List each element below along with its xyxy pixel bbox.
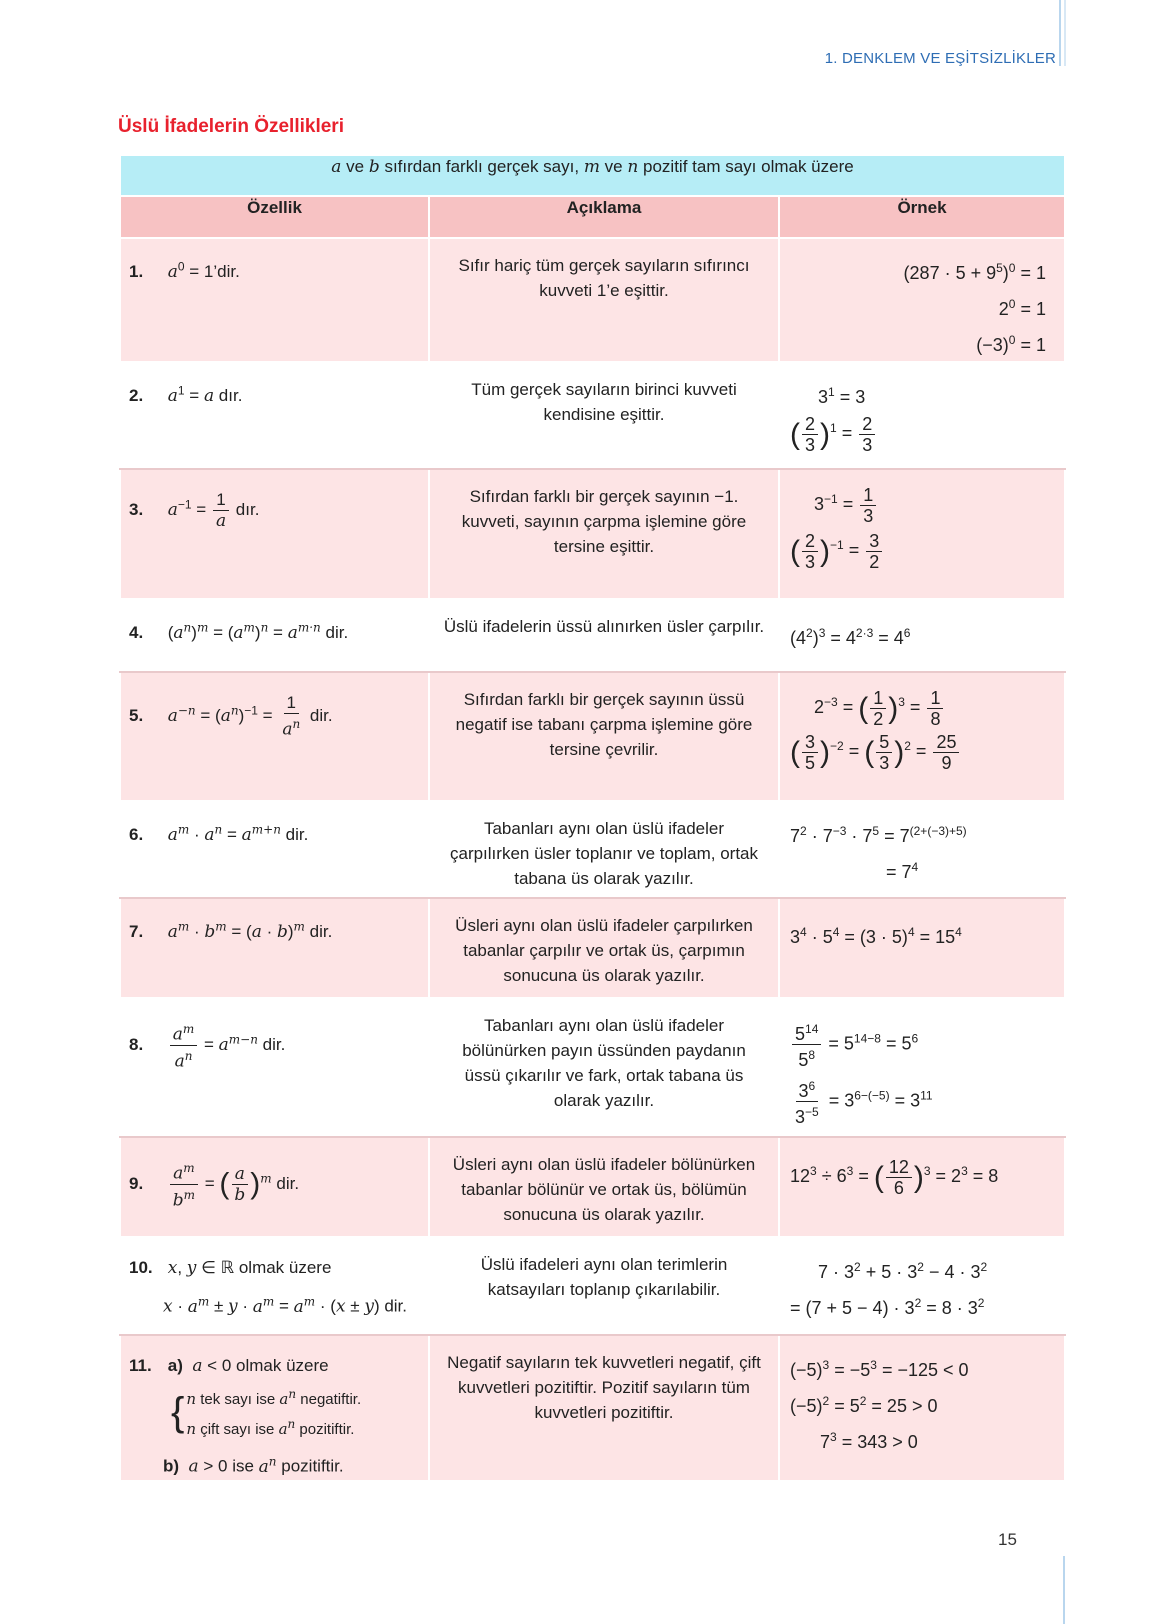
example-line: $\frac{3^6}{3^{-5}}$ = $3^{6-(-5)} = 3^{11}$ — [790, 1076, 1056, 1127]
row-number: 7. — [129, 921, 144, 941]
example-line: ( $\frac{3}{5}$ )$^{-2}$ = ( $\frac{5}{3}$ )$^2$ = $\frac{25}{9}$ — [790, 731, 1056, 773]
property-formula: $\frac{a^m}{a^n}$ = $a^{m-n}$ dir. — [168, 1035, 286, 1054]
table-row — [120, 469, 1065, 599]
example-line: $7^3 = 343 > 0$ — [820, 1430, 918, 1452]
property-formula: $(a^n)^m = (a^m)^n = a^{m\cdot n}$ dir. — [167, 620, 349, 643]
table-row — [120, 1137, 1065, 1237]
running-head: 1. DENKLEM VE EŞİTSİZLİKLER — [824, 50, 1056, 67]
description-cell: Tabanları aynı olan üslü ifadeler çarpılırken üsler toplanır ve toplam, ortak tabana üs olarak yazılır. — [429, 801, 779, 898]
row-number: 3. — [129, 499, 144, 519]
description-cell: Üsleri aynı olan üslü ifadeler çarpılırken tabanlar çarpılır ve ortak üs, çarpımın sonucuna üs olarak yazılır. — [429, 898, 779, 998]
example-line: $7 \cdot 3^2 + 5 \cdot 3^2 - 4 \cdot 3^2$ — [818, 1260, 988, 1282]
property-formula: $a^{-n} = (a^n)^{-1}$ = $\frac{1}{a^n}$ dir. — [167, 693, 333, 740]
description-cell: Tabanları aynı olan üslü ifadeler bölünürken payın üssünden paydanın üssü çıkarılır ve fark, ortak tabana üs olarak yazılır. — [429, 998, 779, 1137]
property-formula: $a^{-1}$ = $\frac{1}{a}$ dır. — [167, 490, 260, 531]
page-number: 15 — [998, 1530, 1017, 1549]
example-cell — [779, 469, 1065, 599]
property-formula: $a^m \cdot a^n = a^{m+n}$ dir. — [167, 822, 309, 845]
description-cell: Sıfırdan farklı bir gerçek sayının üssü negatif ise tabanı çarpma işlemine göre tersine çevrilir. — [429, 672, 779, 801]
properties-table — [119, 154, 1066, 1482]
cases-block: { n tek sayı ise $a^n$ negatiftir. n çift sayı ise $a^n$ pozitiftir. — [171, 1387, 362, 1438]
row-number: 1. — [129, 261, 144, 281]
section-title: Üslü İfadelerin Özellikleri — [118, 116, 344, 137]
table-row — [120, 1335, 1065, 1481]
property-formula: $a^1 = a$ dır. — [167, 383, 243, 406]
property-cell — [120, 1237, 429, 1335]
row-number: 4. — [129, 622, 144, 642]
row-number: 2. — [129, 385, 144, 405]
row-number: 9. — [129, 1173, 144, 1193]
property-cell — [120, 998, 429, 1137]
column-header-description: Açıklama — [429, 196, 779, 238]
table-row — [120, 998, 1065, 1137]
description-cell: Üsleri aynı olan üslü ifadeler bölünürken tabanlar bölünür ve ortak üs, bölümün sonucuna üs olarak yazılır. — [429, 1137, 779, 1237]
row-number: 6. — [129, 824, 144, 844]
property-cell — [120, 469, 429, 599]
edge-decoration — [1059, 0, 1061, 66]
property-cell — [120, 1335, 429, 1481]
property-cell — [120, 599, 429, 672]
example-line: $7^2 \cdot 7^{-3} \cdot 7^5 = 7^{(2+(-3)+5)}$ — [790, 824, 967, 846]
description-cell: Sıfır hariç tüm gerçek sayıların sıfırıncı kuvveti 1’e eşittir. — [429, 238, 779, 362]
property-formula: $x \cdot a^m \pm y \cdot a^m = a^m \cdot (x \pm y)$ dir. — [163, 1294, 407, 1317]
example-line: ( $\frac{2}{3}$ )$^{-1}$ = $\frac{3}{2}$ — [790, 530, 1056, 572]
example-cell — [779, 998, 1065, 1137]
example-line: $3^1 = 3$ — [818, 385, 866, 407]
example-line: $(-5)^2 = 5^2 = 25 > 0$ — [790, 1394, 938, 1416]
example-line: $12^3 \div 6^3$ = ( $\frac{12}{6}$ )$^3 = 2^3 = 8$ — [790, 1156, 999, 1198]
table-row — [120, 672, 1065, 801]
property-formula: $a^0$ = 1’dir. — [167, 259, 240, 282]
property-formula: a) a < 0 olmak üzere — [167, 1356, 329, 1376]
property-cell — [120, 898, 429, 998]
example-cell — [779, 672, 1065, 801]
example-cell — [779, 898, 1065, 998]
example-line: $(-3)^0 = 1$ — [976, 333, 1047, 355]
row-number: 8. — [129, 1034, 144, 1054]
table-row — [120, 1237, 1065, 1335]
example-cell — [779, 1137, 1065, 1237]
description-cell: Üslü ifadelerin üssü alınırken üsler çarpılır. — [429, 599, 779, 672]
example-line: $3^{-1}$ = $\frac{1}{3}$ — [790, 484, 1056, 526]
example-cell — [779, 238, 1065, 362]
property-formula: b) a > 0 ise $a^n$ pozitiftir. — [163, 1454, 344, 1477]
property-formula: $a^m \cdot b^m = (a \cdot b)^m$ dir. — [167, 919, 333, 942]
column-header-example: Örnek — [779, 196, 1065, 238]
example-line: $3^4 \cdot 5^4 = (3 \cdot 5)^4 = 15^4$ — [790, 925, 962, 947]
brace-icon: { — [171, 1390, 185, 1434]
example-line: = $7^4$ — [886, 860, 919, 882]
edge-decoration — [1063, 1556, 1065, 1624]
property-cell — [120, 672, 429, 801]
example-line: $\frac{5^{14}}{5^8}$ = $5^{14-8} = 5^6$ — [790, 1019, 1056, 1070]
column-header-property: Özellik — [120, 196, 429, 238]
property-formula: x, y ∈ ℝ olmak üzere — [167, 1258, 332, 1278]
example-cell — [779, 362, 1065, 469]
property-cell — [120, 801, 429, 898]
table-condition: a ve b sıfırdan farklı gerçek sayı, m ve n pozitif tam sayı olmak üzere — [120, 155, 1065, 196]
property-cell — [120, 362, 429, 469]
description-cell: Sıfırdan farklı bir gerçek sayının −1. kuvveti, sayının çarpma işlemine göre tersine eşittir. — [429, 469, 779, 599]
table-row — [120, 599, 1065, 672]
property-cell — [120, 1137, 429, 1237]
description-cell: Tüm gerçek sayıların birinci kuvveti kendisine eşittir. — [429, 362, 779, 469]
table-row — [120, 801, 1065, 898]
example-cell — [779, 1237, 1065, 1335]
table-row — [120, 362, 1065, 469]
example-line: $2^0 = 1$ — [998, 297, 1047, 319]
example-line: = $(7 + 5 - 4) \cdot 3^2 = 8 \cdot 3^2$ — [790, 1296, 985, 1318]
table-row — [120, 238, 1065, 362]
example-line: $2^{-3}$ = ( $\frac{1}{2}$ )$^3$ = $\frac{1}{8}$ — [790, 687, 1056, 729]
property-cell — [120, 238, 429, 362]
example-cell — [779, 599, 1065, 672]
row-number: 11. — [129, 1356, 152, 1375]
example-line: ( $\frac{2}{3}$ )$^1$ = $\frac{2}{3}$ — [790, 413, 1056, 455]
row-number: 10. — [129, 1258, 153, 1277]
edge-decoration — [1064, 0, 1066, 66]
row-number: 5. — [129, 705, 144, 725]
example-line: $(-5)^3 = -5^3 = -125 < 0$ — [790, 1358, 969, 1380]
description-cell: Negatif sayıların tek kuvvetleri negatif, çift kuvvetleri pozitiftir. Pozitif sayıların tüm kuvvetleri pozitiftir. — [429, 1335, 779, 1481]
example-line: $(287 \cdot 5 + 9^5)^0 = 1$ — [903, 261, 1047, 283]
description-cell: Üslü ifadeleri aynı olan terimlerin katsayıları toplanıp çıkarılabilir. — [429, 1237, 779, 1335]
example-cell — [779, 801, 1065, 898]
table-row — [120, 898, 1065, 998]
example-cell — [779, 1335, 1065, 1481]
property-formula: $\frac{a^m}{b^m}$ = ( $\frac{a}{b}$ )$^m$ dir. — [168, 1174, 299, 1193]
example-line: $(4^2)^3 = 4^{2\cdot 3} = 4^6$ — [790, 626, 911, 648]
